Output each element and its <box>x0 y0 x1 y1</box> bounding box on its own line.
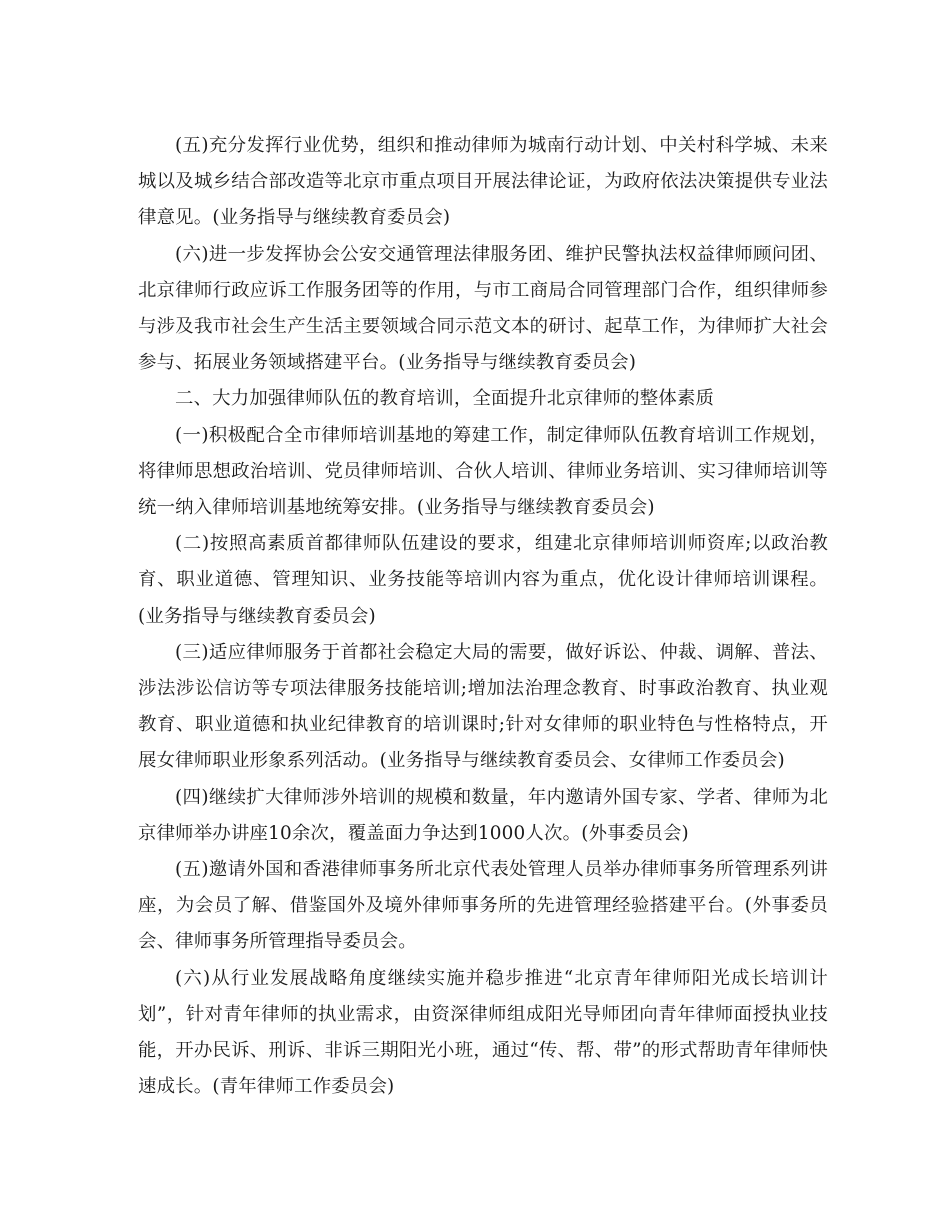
paragraph-section-1-item-6: (六)进一步发挥协会公安交通管理法律服务团、维护民警执法权益律师顾问团、北京律师行政应诉工作服务团等的作用，与市工商局合同管理部门合作，组织律师参与涉及我市社会生产生活主要领域合同示范文本的研讨、起草工作，为律师扩大社会参与、拓展业务领域搭建平台。(业务指导与继续教育委员会) <box>138 243 828 374</box>
paragraph-section-1-item-5: (五)充分发挥行业优势，组织和推动律师为城南行动计划、中关村科学城、未来城以及城乡结合部改造等北京市重点项目开展法律论证，为政府依法决策提供专业法律意见。(业务指导与继续教育委员会) <box>138 135 828 229</box>
paragraph-section-2-item-6: (六)从行业发展战略角度继续实施并稳步推进“北京青年律师阳光成长培训计划”，针对青年律师的执业需求，由资深律师组成阳光导师团向青年律师面授执业技能，开办民诉、刑诉、非诉三期阳光小班，通过“传、帮、带”的形式帮助青年律师快速成长。(青年律师工作委员会) <box>138 967 828 1098</box>
paragraph-section-2-item-5: (五)邀请外国和香港律师事务所北京代表处管理人员举办律师事务所管理系列讲座，为会员了解、借鉴国外及境外律师事务所的先进管理经验搭建平台。(外事委员会、律师事务所管理指导委员会。 <box>138 859 828 953</box>
paragraph-section-2-item-3: (三)适应律师服务于首都社会稳定大局的需要，做好诉讼、仲裁、调解、普法、涉法涉讼信访等专项法律服务技能培训;增加法治理念教育、时事政治教育、执业观教育、职业道德和执业纪律教育的培训课时;针对女律师的职业特色与性格特点，开展女律师职业形象系列活动。(业务指导与继续教育委员会、女律师工作委员会) <box>138 641 828 772</box>
paragraph-section-2-item-4: (四)继续扩大律师涉外培训的规模和数量，年内邀请外国专家、学者、律师为北京律师举办讲座10余次，覆盖面力争达到1000人次。(外事委员会) <box>138 786 828 844</box>
section-heading-2: 二、大力加强律师队伍的教育培训，全面提升北京律师的整体素质 <box>175 388 715 410</box>
paragraph-section-2-item-1: (一)积极配合全市律师培训基地的筹建工作，制定律师队伍教育培训工作规划，将律师思想政治培训、党员律师培训、合伙人培训、律师业务培训、实习律师培训等统一纳入律师培训基地统筹安排。(业务指导与继续教育委员会) <box>138 424 828 519</box>
document-page <box>138 128 828 1105</box>
paragraph-section-2-item-2: (二)按照高素质首都律师队伍建设的要求，组建北京律师培训师资库;以政治教育、职业道德、管理知识、业务技能等培训内容为重点，优化设计律师培训课程。(业务指导与继续教育委员会) <box>138 533 828 627</box>
